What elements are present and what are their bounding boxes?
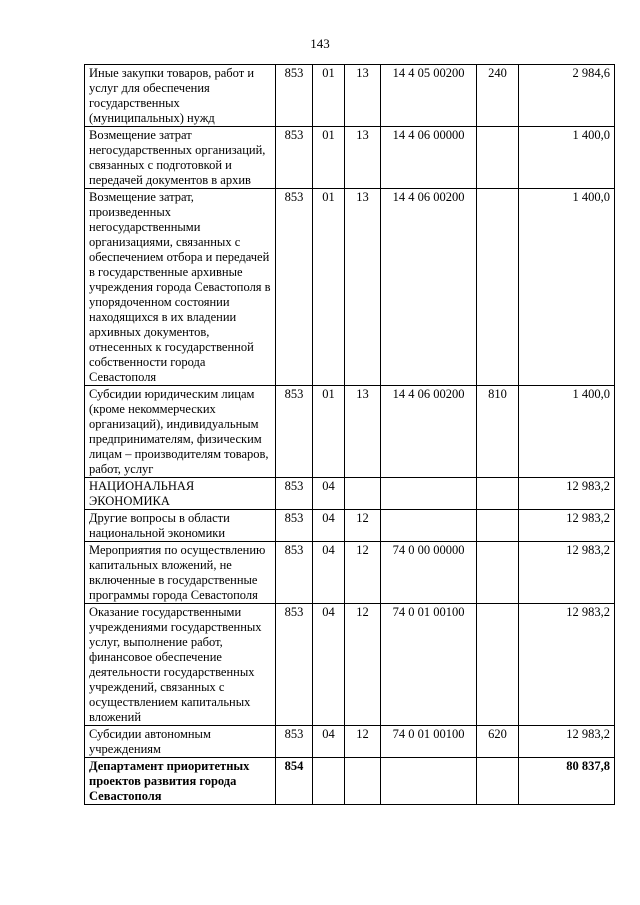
- row-name: Другие вопросы в области национальной экономики: [85, 510, 276, 542]
- table-row: [85, 758, 615, 805]
- row-sum: 12 983,2: [519, 604, 615, 726]
- row-sum: 1 400,0: [519, 127, 615, 189]
- row-name: Субсидии автономным учреждениям: [85, 726, 276, 758]
- row-name: Иные закупки товаров, работ и услуг для обеспечения государственных (муниципальных) нужд: [85, 65, 276, 127]
- row-ved: 853: [276, 65, 313, 127]
- row-sum: 12 983,2: [519, 542, 615, 604]
- row-sum: 12 983,2: [519, 726, 615, 758]
- row-target-article: 74 0 01 00100: [381, 726, 477, 758]
- row-sum: 1 400,0: [519, 386, 615, 478]
- row-section: 04: [313, 510, 345, 542]
- table-row: [85, 478, 615, 510]
- budget-table: [84, 64, 615, 805]
- row-name: Оказание государственными учреждениями государственных услуг, выполнение работ, финансовое обеспечение деятельности государственных учреждений, связанных с осуществлением капитальных вложений: [85, 604, 276, 726]
- row-ved: 853: [276, 604, 313, 726]
- row-expense-type: [477, 758, 519, 805]
- row-ved: 853: [276, 542, 313, 604]
- row-expense-type: 810: [477, 386, 519, 478]
- row-sum: 1 400,0: [519, 189, 615, 386]
- row-subsection: 12: [345, 542, 381, 604]
- row-expense-type: [477, 510, 519, 542]
- row-section: 04: [313, 604, 345, 726]
- row-subsection: 13: [345, 189, 381, 386]
- row-sum: 12 983,2: [519, 478, 615, 510]
- table-row: [85, 510, 615, 542]
- row-section: 01: [313, 189, 345, 386]
- row-target-article: [381, 758, 477, 805]
- row-target-article: 74 0 01 00100: [381, 604, 477, 726]
- row-target-article: 74 0 00 00000: [381, 542, 477, 604]
- row-section: 01: [313, 127, 345, 189]
- row-target-article: 14 4 05 00200: [381, 65, 477, 127]
- row-ved: 853: [276, 510, 313, 542]
- row-ved: 853: [276, 386, 313, 478]
- table-row: [85, 189, 615, 386]
- row-subsection: 12: [345, 726, 381, 758]
- row-section: 01: [313, 386, 345, 478]
- row-subsection: 12: [345, 604, 381, 726]
- row-ved: 854: [276, 758, 313, 805]
- row-expense-type: [477, 542, 519, 604]
- table-row: [85, 127, 615, 189]
- row-target-article: [381, 478, 477, 510]
- row-sum: 2 984,6: [519, 65, 615, 127]
- row-subsection: 13: [345, 127, 381, 189]
- row-subsection: 13: [345, 386, 381, 478]
- row-target-article: 14 4 06 00200: [381, 386, 477, 478]
- row-ved: 853: [276, 478, 313, 510]
- row-subsection: [345, 758, 381, 805]
- row-expense-type: [477, 604, 519, 726]
- page-number: 143: [310, 36, 330, 51]
- row-section: 04: [313, 542, 345, 604]
- table-row: [85, 65, 615, 127]
- table-row: [85, 604, 615, 726]
- row-expense-type: 620: [477, 726, 519, 758]
- row-section: [313, 758, 345, 805]
- row-subsection: 13: [345, 65, 381, 127]
- row-subsection: [345, 478, 381, 510]
- row-section: 04: [313, 478, 345, 510]
- row-subsection: 12: [345, 510, 381, 542]
- row-target-article: [381, 510, 477, 542]
- row-sum: 12 983,2: [519, 510, 615, 542]
- row-name: Мероприятия по осуществлению капитальных вложений, не включенные в государственные программы города Севастополя: [85, 542, 276, 604]
- row-target-article: 14 4 06 00200: [381, 189, 477, 386]
- row-name: Возмещение затрат негосударственных организаций, связанных с подготовкой и передачей документов в архив: [85, 127, 276, 189]
- row-ved: 853: [276, 127, 313, 189]
- row-name: НАЦИОНАЛЬНАЯ ЭКОНОМИКА: [85, 478, 276, 510]
- row-expense-type: [477, 127, 519, 189]
- row-ved: 853: [276, 189, 313, 386]
- row-section: 04: [313, 726, 345, 758]
- table-row: [85, 726, 615, 758]
- row-ved: 853: [276, 726, 313, 758]
- row-section: 01: [313, 65, 345, 127]
- row-target-article: 14 4 06 00000: [381, 127, 477, 189]
- row-sum: 80 837,8: [519, 758, 615, 805]
- row-expense-type: 240: [477, 65, 519, 127]
- table-row: [85, 542, 615, 604]
- row-name: Департамент приоритетных проектов развития города Севастополя: [85, 758, 276, 805]
- row-expense-type: [477, 478, 519, 510]
- table-row: [85, 386, 615, 478]
- row-expense-type: [477, 189, 519, 386]
- row-name: Субсидии юридическим лицам (кроме некоммерческих организаций), индивидуальным предпринимателям, физическим лицам – производителям товаров, работ, услуг: [85, 386, 276, 478]
- row-name: Возмещение затрат, произведенных негосударственными организациями, связанных с обеспечением отбора и передачей в государственные архивные учреждения города Севастополя в упорядоченном состоянии находящихся в их владении архивных документов, отнесенных к государственной собственности города Севастополя: [85, 189, 276, 386]
